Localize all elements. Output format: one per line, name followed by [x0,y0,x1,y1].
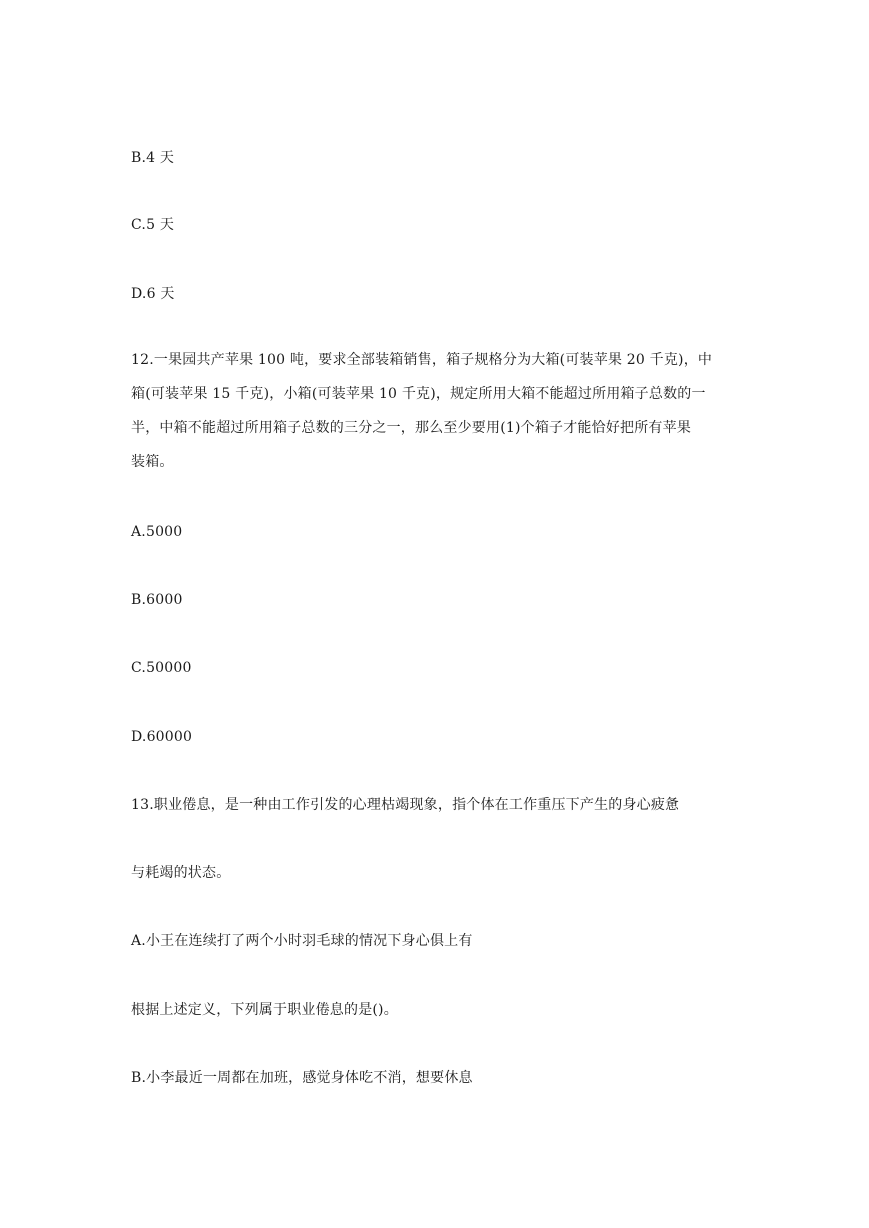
q12-option-c: C.50000 [131,660,192,676]
q13-question: 根据上述定义，下列属于职业倦息的是()。 [131,1002,398,1018]
q12-option-d: D.60000 [131,729,193,745]
q12-stem [131,343,731,479]
q12-stem-line: 12.一果园共产苹果 100 吨，要求全部装箱销售，箱子规格分为大箱(可装苹果 20 千克)，中 [131,352,713,368]
q13-option-b: B.小李最近一周都在加班，感觉身体吃不消，想要休息 [131,1070,473,1086]
q12-stem-line: 箱(可装苹果 15 千克)，小箱(可装苹果 10 千克)，规定所用大箱不能超过所用箱子总数的一 [131,386,706,402]
q11-option-b: B.4 天 [131,150,175,166]
q11-option-d: D.6 天 [131,286,175,302]
q12-stem-line: 装箱。 [131,454,174,470]
q13-stem-line1: 13.职业倦息，是一种由工作引发的心理枯竭现象，指个体在工作重压下产生的身心疲惫 [131,797,680,813]
q13-option-a: A.小王在连续打了两个小时羽毛球的情况下身心俱上有 [131,933,473,949]
q13-stem-line2: 与耗竭的状态。 [131,865,231,881]
q12-stem-line: 半，中箱不能超过所用箱子总数的三分之一，那么至少要用(1)个箱子才能恰好把所有苹果 [131,420,692,436]
q11-option-c: C.5 天 [131,217,175,233]
q12-option-a: A.5000 [131,524,183,540]
q12-option-b: B.6000 [131,592,183,608]
